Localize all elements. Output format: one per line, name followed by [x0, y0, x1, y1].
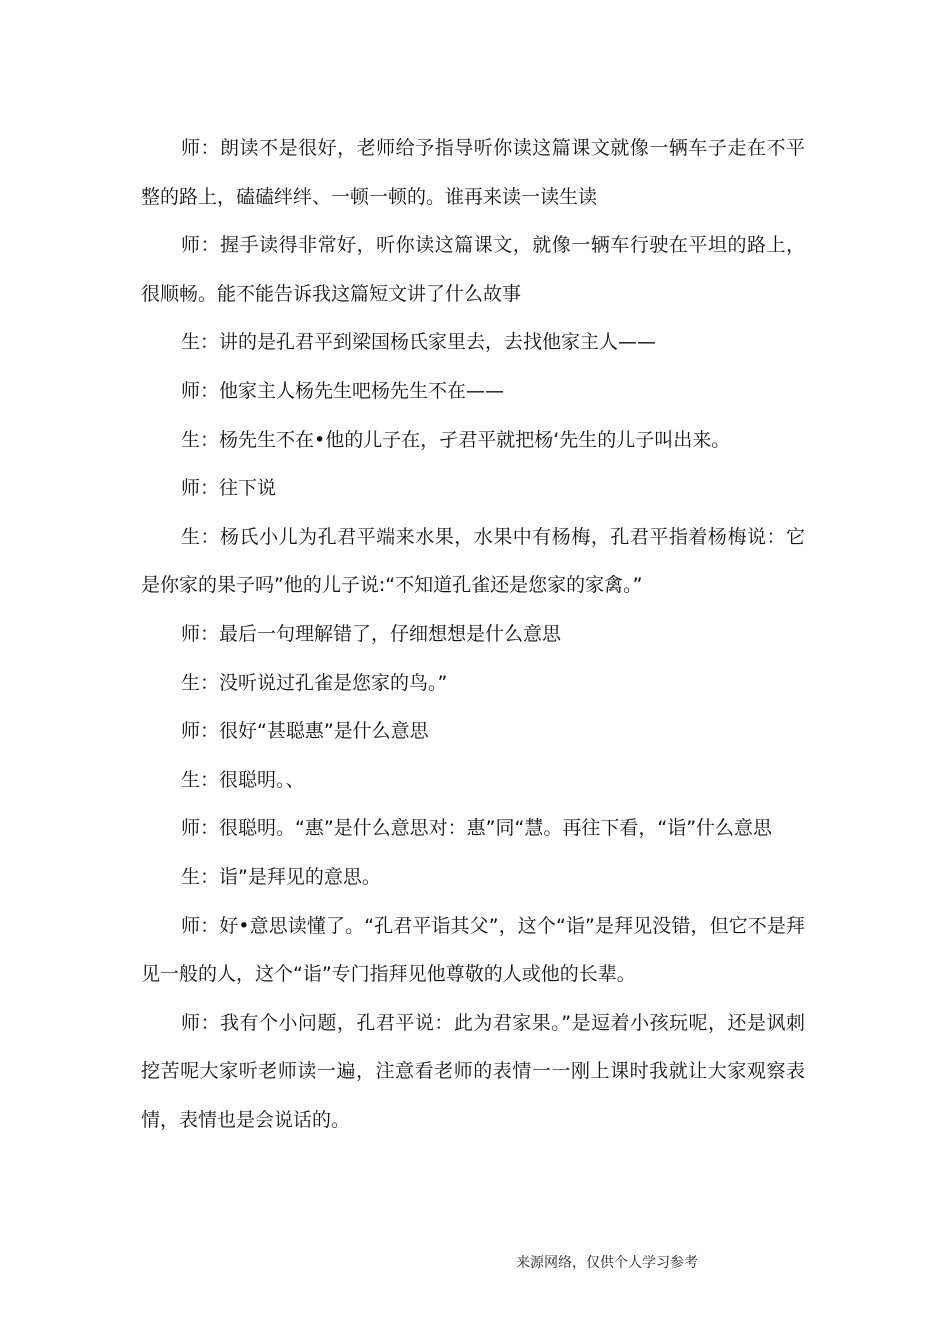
- lesson-transcript: [141, 124, 805, 1144]
- paragraph-5: 生：杨先生不在•他的儿子在，孑君平就把杨‘先生的儿子叫出来。: [181, 428, 731, 451]
- paragraph-8: 师：最后一句理解错了，仔细想想是什么意思: [181, 622, 562, 645]
- paragraph-1: 师：朗读不是很好，老师给予指导听你读这篇课文就像一辆车子走在不平整的路上，磕磕绊绊、一顿一顿的。谁再来读一读生读: [141, 137, 805, 208]
- paragraph-6: 师：往下说: [181, 477, 277, 500]
- paragraph-12: 师：很聪明。“惠”是什么意思对：惠”同“慧。再往下看，“诣”什么意思: [181, 817, 773, 840]
- paragraph-9: 生：没听说过孔雀是您家的鸟。”: [181, 671, 448, 694]
- paragraph-2: 师：握手读得非常好，听你读这篇课文，就像一辆车行驶在平坦的路上，很顺畅。能不能告诉我这篇短文讲了什么故事: [141, 234, 805, 305]
- paragraph-3: 生：讲的是孔君平到梁国杨氏家里去，去找他家主人——: [181, 331, 657, 354]
- paragraph-4: 师：他家主人杨先生吧杨先生不在——: [181, 379, 505, 402]
- paragraph-14: 师：好•意思读懂了。“孔君平诣其父”，这个“诣”是拜见没错，但它不是拜见一般的人，这个“诣”专门指拜见他尊敬的人或他的长辈。: [141, 914, 805, 986]
- paragraph-11: 生：很聪明。、: [181, 768, 305, 791]
- paragraph-13: 生：诣”是拜见的意思。: [181, 865, 381, 888]
- paragraph-15: 师：我有个小问题，孔君平说：此为君家果。”是逗着小孩玩呢，还是讽刺挖苦呢大家听老师读一遍，注意看老师的表情一一刚上课时我就让大家观察表情，表情也是会说话的。: [141, 1011, 805, 1131]
- source-footnote: 来源网络，仅供个人学习参考: [516, 1255, 698, 1271]
- paragraph-10: 师：很好“甚聪惠”是什么意思: [181, 720, 429, 743]
- paragraph-7: 生：杨氏小儿为孔君平端来水果，水果中有杨梅，孔君平指着杨梅说：它是你家的果子吗”他的儿子说:“不知道孔雀还是您家的家禽。”: [141, 525, 805, 597]
